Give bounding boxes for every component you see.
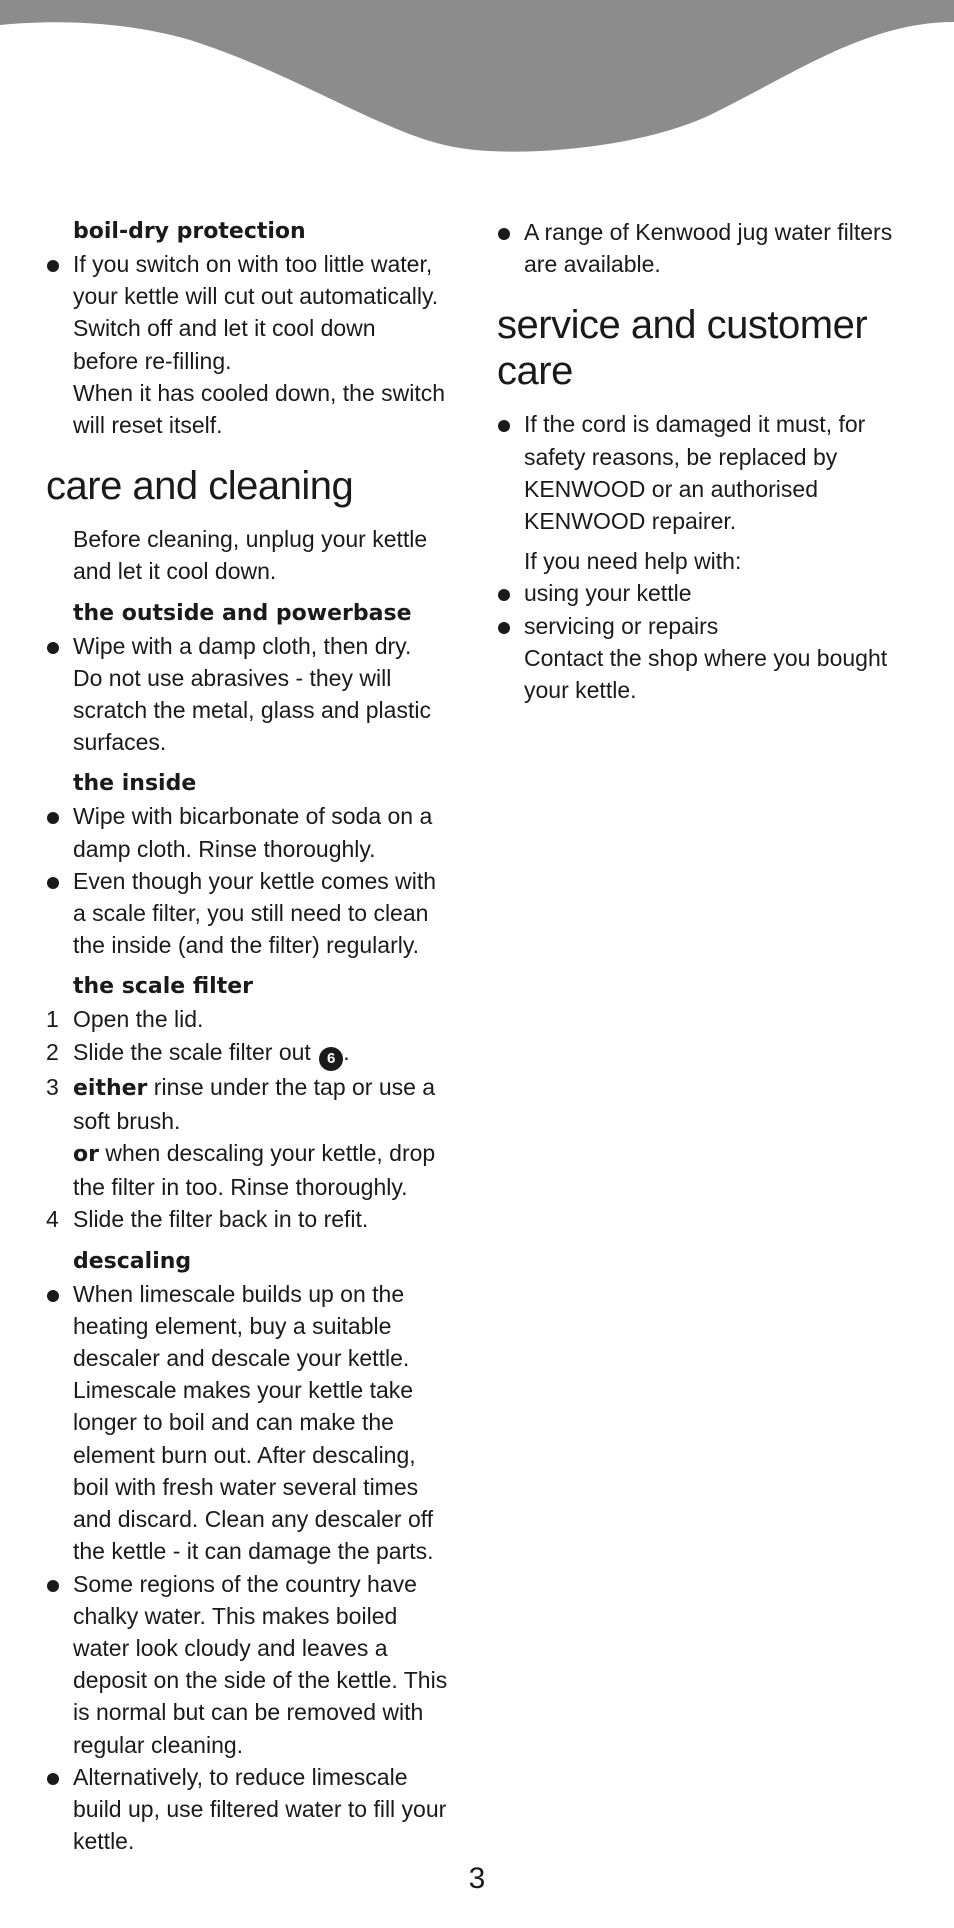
descaling-bullet-2: Some regions of the country have chalky water. This makes boiled water look cloudy and leaves a deposit on the side of the kettle. This is normal but can be removed with regular cleaning. xyxy=(46,1568,470,1761)
header-wave-band xyxy=(0,0,954,160)
descaling-bullet-1: When limescale builds up on the heating element, buy a suitable descaler and descale your kettle. Limescale makes your kettle take longer to boil and can make the element burn out. After descaling, boil with fresh water several times and discard. Clean any descaler off the kettle - it can damage the parts. xyxy=(46,1278,470,1568)
boil-dry-bullet: If you switch on with too little water, your kettle will cut out automatically. Switch off and let it cool down before re-filling. When it has cooled down, the switch will reset itself. xyxy=(46,248,470,441)
descaling-bullet-3: Alternatively, to reduce limescale build up, use filtered water to fill your kettle. xyxy=(46,1761,470,1858)
outside-heading: the outside and powerbase xyxy=(73,600,412,626)
outside-bullet: Wipe with a damp cloth, then dry. Do not use abrasives - they will scratch the metal, glass and plastic surfaces. xyxy=(46,630,470,759)
step-2: 2 Slide the scale filter out 6 . xyxy=(46,1036,470,1071)
figure-reference-badge: 6 xyxy=(319,1047,343,1071)
filters-bullet: A range of Kenwood jug water filters are available. xyxy=(497,216,917,280)
inside-heading: the inside xyxy=(73,771,197,797)
help-intro: If you need help with: xyxy=(524,548,742,575)
step-3: 3 either rinse under the tap or use a soft brush. or when descaling your kettle, drop the filter in too. Rinse thoroughly. xyxy=(46,1073,436,1201)
descaling-heading: descaling xyxy=(73,1248,192,1274)
inside-bullet-2: Even though your kettle comes with a scale filter, you still need to clean the inside (and the filter) regularly. xyxy=(46,865,470,962)
help-item-1: using your kettle xyxy=(497,577,917,609)
inside-bullet-1: Wipe with bicarbonate of soda on a damp cloth. Rinse thoroughly. xyxy=(46,800,470,864)
step-1: 1 Open the lid. xyxy=(46,1006,204,1033)
boil-dry-heading: boil-dry protection xyxy=(73,219,306,244)
contact-text: Contact the shop where you bought your kettle. xyxy=(524,644,888,704)
care-cleaning-heading: care and cleaning xyxy=(46,464,354,509)
service-heading: service and customer care xyxy=(497,303,868,394)
right-column xyxy=(497,216,917,706)
care-intro: Before cleaning, unplug your kettle and let it cool down. xyxy=(73,526,428,585)
left-column xyxy=(46,216,470,1857)
cord-bullet: If the cord is damaged it must, for safety reasons, be replaced by KENWOOD or an authorised KENWOOD repairer. xyxy=(497,408,917,537)
scale-filter-heading: the scale filter xyxy=(73,974,253,1000)
help-item-2: servicing or repairs xyxy=(497,610,917,642)
step-4: 4 Slide the filter back in to refit. xyxy=(46,1206,369,1233)
page-number: 3 xyxy=(468,1862,486,1895)
